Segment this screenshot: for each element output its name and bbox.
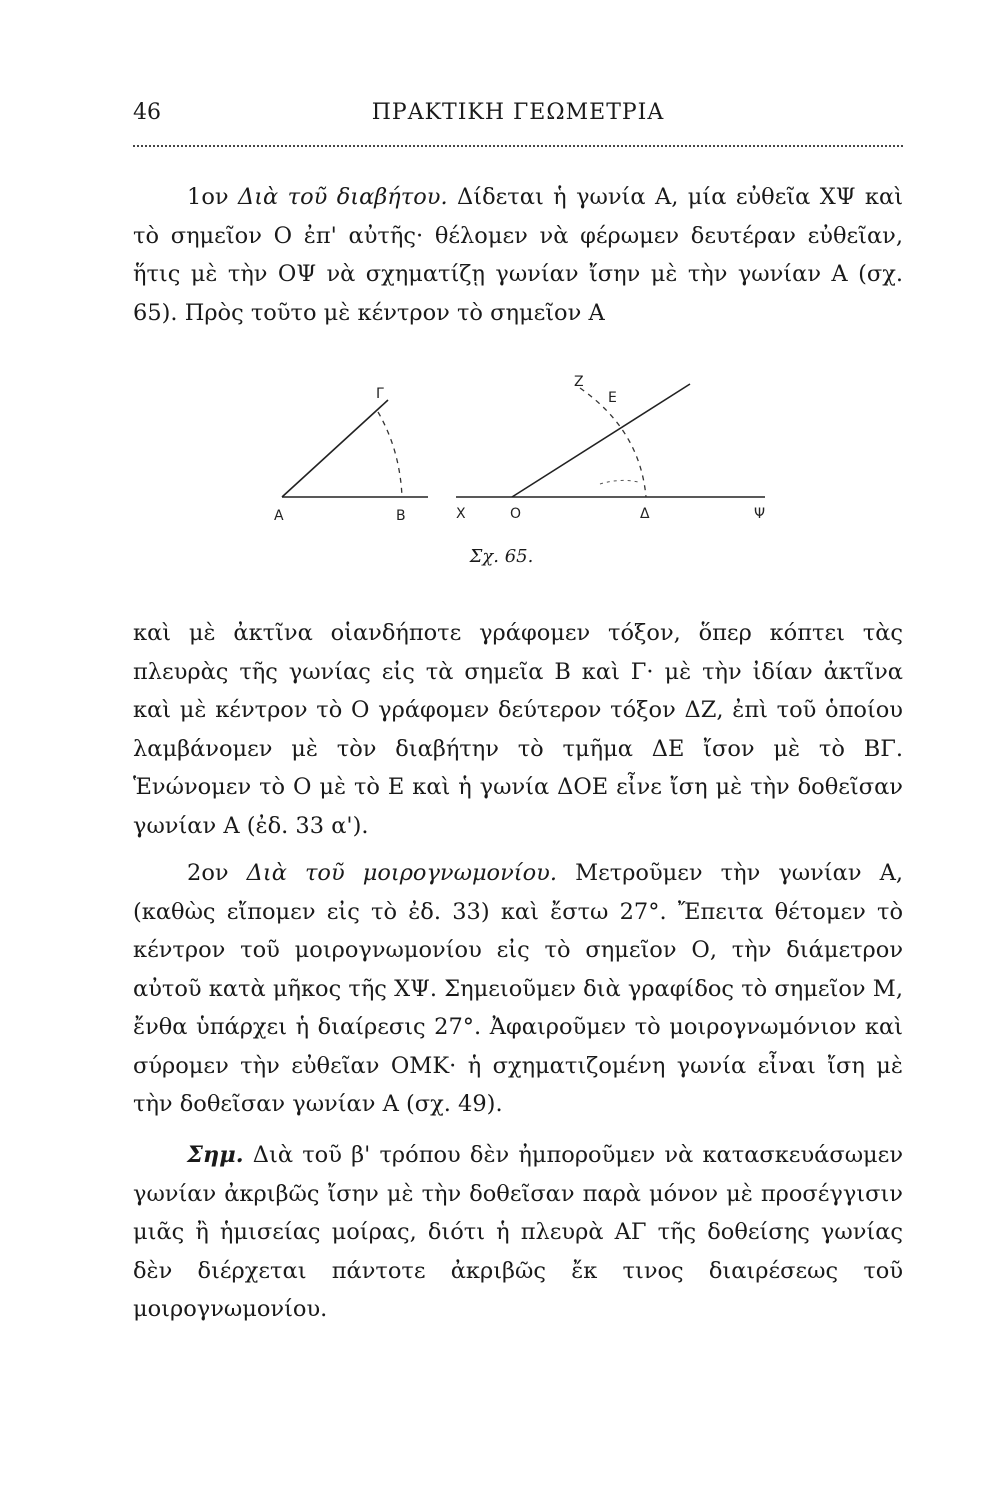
ray-OE xyxy=(512,384,690,497)
label-D: Δ xyxy=(640,506,650,522)
method-number: 1ον xyxy=(187,184,229,210)
page-number: 46 xyxy=(133,100,161,125)
label-Psi: Ψ xyxy=(754,506,766,522)
label-Z: Ζ xyxy=(574,374,584,390)
figure-65 xyxy=(260,360,800,530)
label-G: Γ xyxy=(376,386,384,402)
label-E: Ε xyxy=(608,390,617,406)
label-B: Β xyxy=(396,508,406,524)
method-number: 2ον xyxy=(187,860,229,886)
paragraph-text: Δίδεται ἡ γωνία Α, μία εὐθεῖα ΧΨ καὶ τὸ σημεῖον Ο ἐπ' αὐτῆς· θέλομεν νὰ φέρωμεν δευτέραν εὐθεῖαν, ἥτις μὲ τὴν ΟΨ νὰ σχηματίζῃ γωνίαν ἴσην μὲ τὴν γωνίαν Α (σχ. 65). Πρὸς τοῦτο μὲ κέντρον τὸ σημεῖον Α xyxy=(133,184,904,326)
paragraph-text: Διὰ τοῦ β' τρόπου δὲν ἠμποροῦμεν νὰ κατασκευάσωμεν γωνίαν ἀκριβῶς ἴσην μὲ τὴν δοθεῖσαν παρὰ μόνον μὲ προσέγγισιν μιᾶς ἢ ἡμισείας μοίρας, διότι ἡ πλευρὰ ΑΓ τῆς δοθείσης γωνίας δὲν διέρχεται πάντοτε ἀκριβῶς ἔκ τινος διαιρέσεως τοῦ μοιρογνωμονίου. xyxy=(133,1142,903,1322)
paragraph-text: Μετροῦμεν τὴν γωνίαν Α, (καθὼς εἴπομεν εἰς τὸ ἐδ. 33) καὶ ἔστω 27°. Ἔπειτα θέτομεν τὸ κέντρον τοῦ μοιρογνωμονίου εἰς τὸ σημεῖον Ο, τὴν διάμετρον αὐτοῦ κατὰ μῆκος τῆς ΧΨ. Σημειοῦμεν διὰ γραφίδος τὸ σημεῖον Μ, ἔνθα ὑπάρχει ἡ διαίρεσις 27°. Ἀφαιροῦμεν τὸ μοιρογνωμόνιον καὶ σύρομεν τὴν εὐθεῖαν ΟΜΚ· ἡ σχηματιζομένη γωνία εἶναι ἴση μὲ τὴν δοθεῖσαν γωνίαν Α (σχ. 49). xyxy=(133,860,903,1117)
label-A: Α xyxy=(274,508,284,524)
page-header xyxy=(133,100,903,140)
header-rule xyxy=(133,145,903,147)
paragraph-method-compass xyxy=(133,178,903,332)
arc-mark xyxy=(600,480,638,484)
arc-BG xyxy=(378,412,402,497)
method-title: Διὰ τοῦ μοιρογνωμονίου. xyxy=(246,860,557,886)
paragraph-method-protractor xyxy=(133,854,903,1124)
paragraph-note xyxy=(133,1136,903,1329)
running-title: ΠΡΑΚΤΙΚΗ ΓΕΩΜΕΤΡΙΑ xyxy=(371,100,665,125)
construction-diagram xyxy=(260,360,800,530)
ray-AG xyxy=(282,400,388,497)
paragraph-construction: καὶ μὲ ἀκτῖνα οἱανδήποτε γράφομεν τόξον, ὅπερ κόπτει τὰς πλευρὰς τῆς γωνίας εἰς τὰ σημεῖα Β καὶ Γ· μὲ τὴν ἰδίαν ἀκτῖνα καὶ μὲ κέντρον τὸ Ο γράφομεν δεύτερον τόξον ΔΖ, ἐπὶ τοῦ ὁποίου λαμβάνομεν μὲ τὸν διαβήτην τὸ τμῆμα ΔΕ ἴσον μὲ τὸ ΒΓ. Ἑνώνομεν τὸ Ο μὲ τὸ Ε καὶ ἡ γωνία ΔΟΕ εἶνε ἴση μὲ τὴν δοθεῖσαν γωνίαν Α (ἐδ. 33 α'). xyxy=(133,620,903,839)
label-O: Ο xyxy=(510,506,522,522)
note-label: Σημ. xyxy=(187,1142,244,1168)
figure-caption: Σχ. 65. xyxy=(469,546,534,567)
method-title: Διὰ τοῦ διαβήτου. xyxy=(237,184,448,210)
label-X: Χ xyxy=(456,506,466,522)
